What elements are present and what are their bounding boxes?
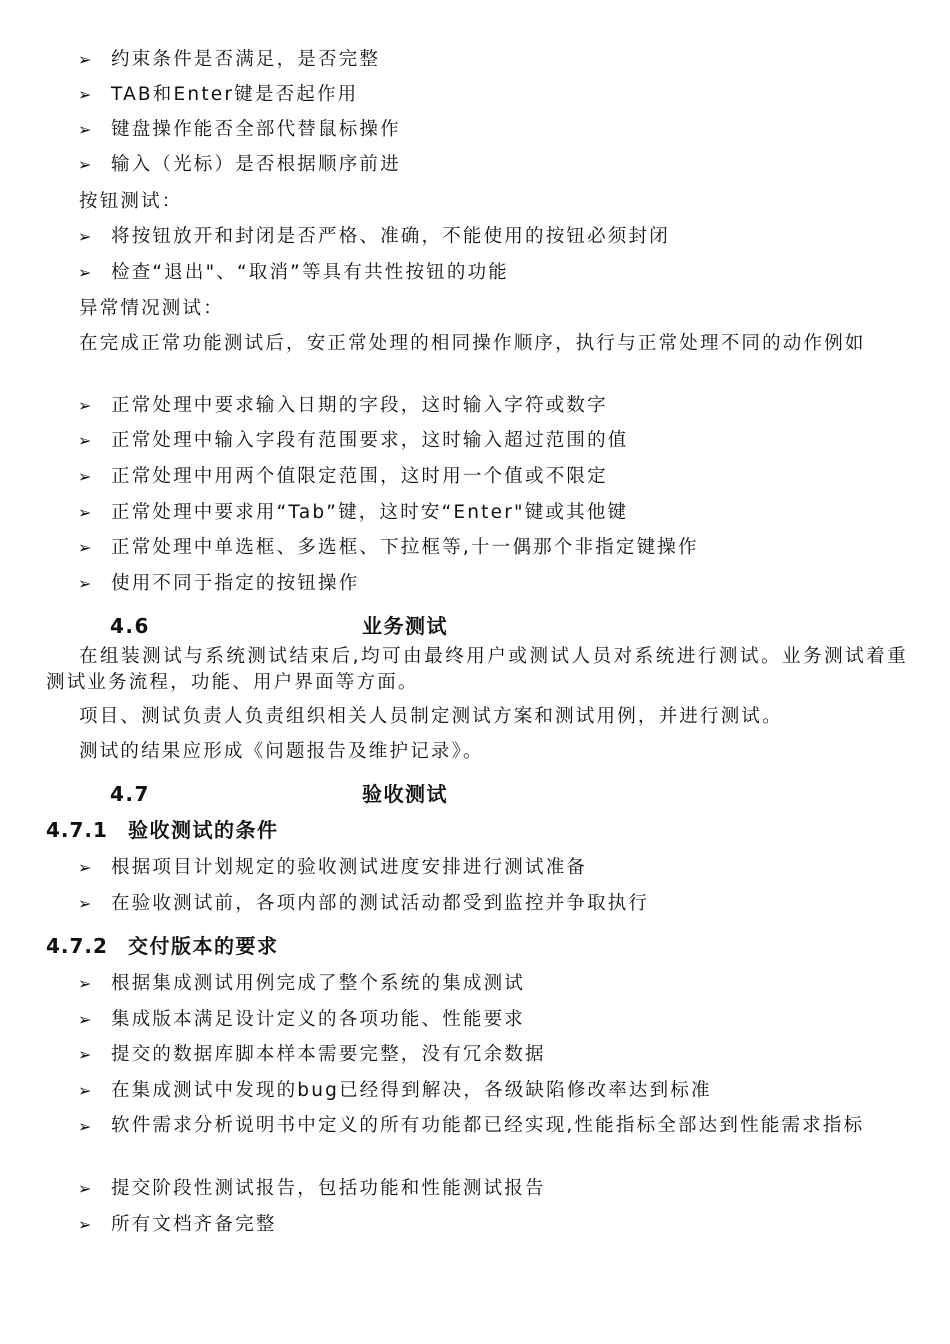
- subsection-title: 验收测试的条件: [128, 818, 279, 842]
- list-item: 集成版本满足设计定义的各项功能、性能要求: [111, 1009, 526, 1030]
- section-title: 业务测试: [362, 614, 448, 638]
- list-item: 在验收测试前，各项内部的测试活动都受到监控并争取执行: [111, 893, 650, 914]
- list-item: 键盘操作能否全部代替鼠标操作: [111, 119, 401, 140]
- paragraph: 测试的结果应形成《问题报告及维护记录》。: [79, 741, 484, 762]
- list-item: 正常处理中输入字段有范围要求，这时输入超过范围的值: [111, 430, 629, 451]
- subsection-number: 4.7.1: [46, 818, 108, 842]
- paragraph: 在组装测试与系统测试结束后,均可由最终用户或测试人员对系统进行测试。业务测试着重测试业务流程，功能、用户界面等方面。: [46, 646, 908, 693]
- bullet-marker: ➢: [78, 396, 92, 415]
- list-item: 提交阶段性测试报告，包括功能和性能测试报告: [111, 1178, 546, 1199]
- bullet-marker: ➢: [78, 974, 92, 993]
- list-item: 正常处理中要求输入日期的字段，这时输入字符或数字: [111, 395, 608, 416]
- bullet-marker: ➢: [78, 227, 92, 246]
- section-number: 4.7: [110, 782, 150, 806]
- bullet-marker: ➢: [78, 155, 92, 174]
- list-item: 软件需求分析说明书中定义的所有功能都已经实现,性能指标全部达到性能需求指标: [111, 1115, 865, 1136]
- list-item: 使用不同于指定的按钮操作: [111, 573, 360, 594]
- subsection-title: 交付版本的要求: [128, 934, 279, 958]
- list-item: 在集成测试中发现的bug已经得到解决，各级缺陷修改率达到标准: [111, 1080, 712, 1101]
- paragraph: 项目、测试负责人负责组织相关人员制定测试方案和测试用例，并进行测试。: [79, 706, 783, 727]
- bullet-marker: ➢: [78, 894, 92, 913]
- section-title: 验收测试: [362, 782, 448, 806]
- bullet-marker: ➢: [78, 263, 92, 282]
- list-item: 将按钮放开和封闭是否严格、准确，不能使用的按钮必须封闭: [111, 226, 670, 247]
- section-number: 4.6: [110, 614, 150, 638]
- list-item: 提交的数据库脚本样本需要完整，没有冗余数据: [111, 1044, 546, 1065]
- bullet-marker: ➢: [78, 1117, 92, 1136]
- list-item: 根据集成测试用例完成了整个系统的集成测试: [111, 973, 526, 994]
- bullet-marker: ➢: [78, 1215, 92, 1234]
- list-item: 所有文档齐备完整: [111, 1214, 277, 1235]
- bullet-marker: ➢: [78, 858, 92, 877]
- bullet-marker: ➢: [78, 467, 92, 486]
- exception-test-label: 异常情况测试：: [79, 298, 224, 319]
- list-item: 正常处理中单选框、多选框、下拉框等,十一偶那个非指定键操作: [111, 537, 699, 558]
- button-test-label: 按钮测试：: [79, 191, 183, 212]
- bullet-marker: ➢: [78, 431, 92, 450]
- bullet-marker: ➢: [78, 574, 92, 593]
- list-item: 正常处理中用两个值限定范围，这时用一个值或不限定: [111, 466, 608, 487]
- exception-paragraph: 在完成正常功能测试后，安正常处理的相同操作顺序，执行与正常处理不同的动作例如: [79, 333, 866, 354]
- subsection-number: 4.7.2: [46, 934, 108, 958]
- list-item: 约束条件是否满足，是否完整: [111, 49, 381, 70]
- bullet-marker: ➢: [78, 538, 92, 557]
- bullet-marker: ➢: [78, 85, 92, 104]
- list-item: 检查“退出"、“取消”等具有共性按钮的功能: [111, 262, 509, 283]
- bullet-marker: ➢: [78, 1010, 92, 1029]
- bullet-marker: ➢: [78, 1179, 92, 1198]
- list-item: 正常处理中要求用“Tab”键，这时安“Enter"键或其他键: [111, 502, 629, 523]
- bullet-marker: ➢: [78, 120, 92, 139]
- bullet-marker: ➢: [78, 1081, 92, 1100]
- list-item: TAB和Enter键是否起作用: [111, 84, 359, 105]
- list-item: 根据项目计划规定的验收测试进度安排进行测试准备: [111, 857, 588, 878]
- bullet-marker: ➢: [78, 50, 92, 69]
- list-item: 输入（光标）是否根据顺序前进: [111, 154, 401, 175]
- bullet-marker: ➢: [78, 503, 92, 522]
- bullet-marker: ➢: [78, 1045, 92, 1064]
